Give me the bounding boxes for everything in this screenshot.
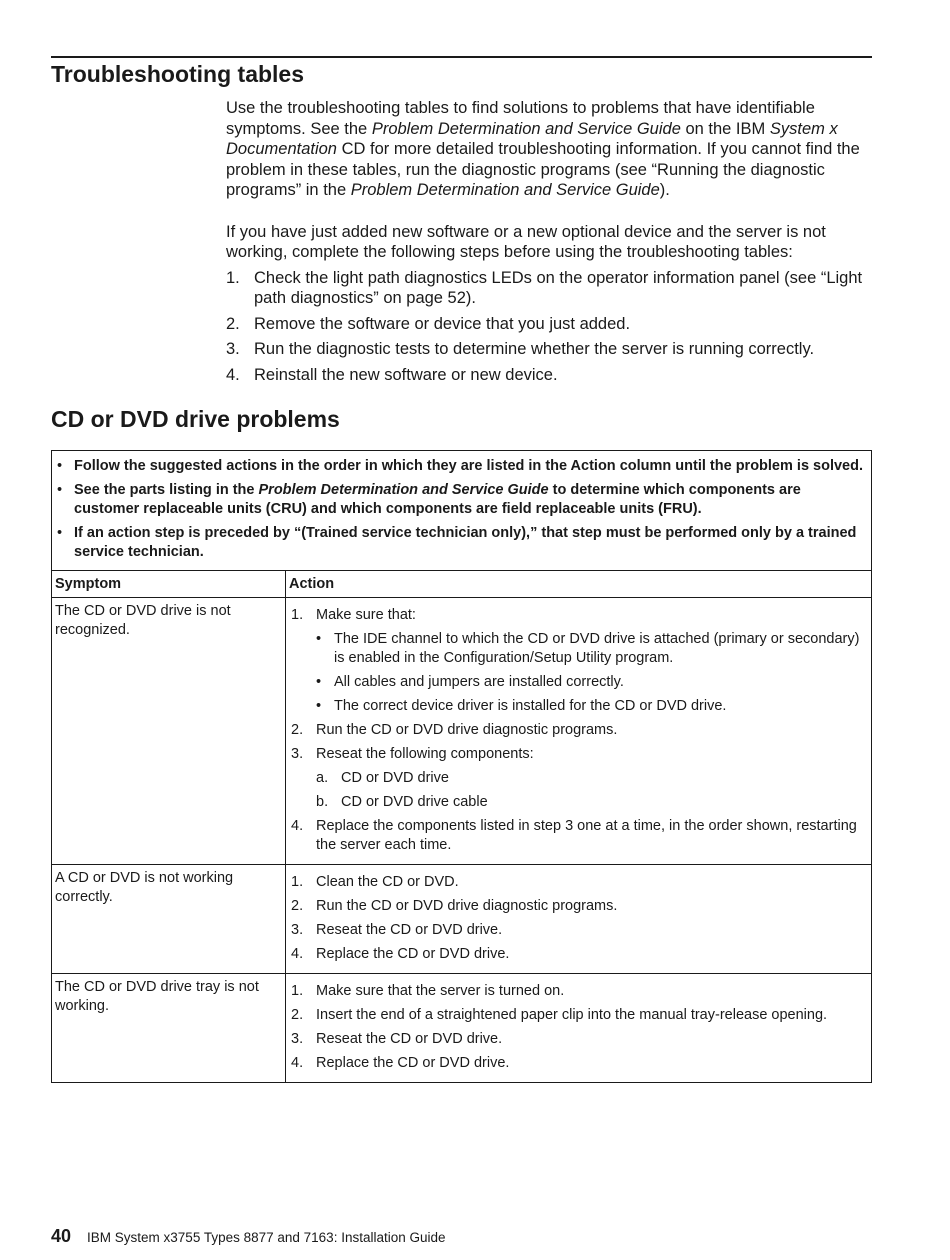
action-text: Reseat the following components: bbox=[316, 746, 534, 762]
action-item bbox=[291, 945, 865, 964]
intro-text: ). bbox=[659, 181, 670, 199]
action-text: Replace the CD or DVD drive. bbox=[316, 1055, 510, 1071]
bullet-icon: • bbox=[57, 525, 63, 541]
intro-text: CD for more detailed troubleshooting information. If you cannot find the problem in these tables, run the diagnostic programs (see “Running the diagnostic programs” in the bbox=[226, 140, 860, 199]
footer-text: IBM System x3755 Types 8877 and 7163: Installation Guide bbox=[87, 1230, 446, 1245]
action-text: Run the CD or DVD drive diagnostic programs. bbox=[316, 898, 618, 914]
step-item bbox=[226, 268, 871, 309]
action-item bbox=[291, 745, 865, 812]
step-item bbox=[226, 339, 871, 360]
sub-item bbox=[316, 697, 865, 716]
step-text: Reinstall the new software or new device. bbox=[254, 365, 558, 384]
bullet-icon: • bbox=[316, 631, 322, 647]
bullet-icon: • bbox=[57, 482, 63, 498]
note-item bbox=[55, 457, 865, 476]
action-text: Make sure that: bbox=[316, 607, 416, 623]
notes-list bbox=[55, 457, 865, 562]
action-number: 3. bbox=[291, 922, 304, 938]
step-text: Remove the software or device that you just added. bbox=[254, 314, 631, 333]
action-number: 4. bbox=[291, 818, 304, 834]
note-item bbox=[55, 524, 865, 562]
page-footer bbox=[51, 1226, 446, 1248]
action-number: 3. bbox=[291, 746, 304, 762]
action-number: 2. bbox=[291, 1007, 304, 1023]
note-text: If an action step is preceded by “(Trained service technician only),” that step must be performed only by a trained service technician. bbox=[74, 525, 857, 560]
step-item bbox=[226, 314, 871, 335]
action-number: 3. bbox=[291, 1031, 304, 1047]
step-number: 3. bbox=[226, 340, 240, 358]
action-list bbox=[291, 606, 865, 855]
italic-title: Problem Determination and Service Guide bbox=[371, 119, 681, 138]
table-header-row bbox=[52, 571, 872, 598]
action-cell bbox=[286, 598, 872, 865]
action-text: Replace the components listed in step 3 one at a time, in the order shown, restarting the server each time. bbox=[316, 818, 857, 853]
step-item bbox=[226, 365, 871, 386]
bullet-icon: • bbox=[57, 458, 63, 474]
top-rule bbox=[51, 56, 872, 58]
action-item bbox=[291, 1054, 865, 1073]
sub-item-letter: a. bbox=[316, 770, 329, 786]
intro-text: Use the troubleshooting tables to find solutions to problems that have identifiable symptoms. See the bbox=[226, 99, 815, 138]
table-row bbox=[52, 865, 872, 974]
section-title: CD or DVD drive problems bbox=[51, 406, 340, 432]
table-row bbox=[52, 598, 872, 865]
action-item bbox=[291, 921, 865, 940]
action-number: 1. bbox=[291, 874, 304, 890]
sub-item bbox=[316, 630, 865, 668]
sub-item bbox=[316, 769, 865, 788]
symptom-cell: The CD or DVD drive is not recognized. bbox=[52, 598, 286, 865]
note-text: to determine which components are customer replaceable units (CRU) and which components are field replaceable units (FRU). bbox=[74, 482, 801, 517]
action-cell bbox=[286, 865, 872, 974]
column-header-symptom: Symptom bbox=[52, 571, 286, 598]
action-text: Insert the end of a straightened paper clip into the manual tray-release opening. bbox=[316, 1007, 828, 1023]
note-text: Follow the suggested actions in the order in which they are listed in the Action column until the problem is solved. bbox=[74, 458, 864, 474]
action-item bbox=[291, 982, 865, 1001]
action-number: 1. bbox=[291, 607, 304, 623]
bullet-icon: • bbox=[316, 674, 322, 690]
action-list bbox=[291, 873, 865, 964]
action-sublist bbox=[316, 630, 865, 716]
page-number: 40 bbox=[51, 1226, 72, 1246]
note-text: See the parts listing in the bbox=[74, 482, 259, 498]
table-notes-row bbox=[52, 451, 872, 571]
action-text: Make sure that the server is turned on. bbox=[316, 983, 565, 999]
action-text: Run the CD or DVD drive diagnostic programs. bbox=[316, 722, 618, 738]
note-item bbox=[55, 481, 865, 519]
symptom-cell: The CD or DVD drive tray is not working. bbox=[52, 974, 286, 1083]
bullet-icon: • bbox=[316, 698, 322, 714]
note-guide-title: Problem Determination and Service Guide bbox=[258, 482, 549, 498]
action-item bbox=[291, 721, 865, 740]
action-item bbox=[291, 897, 865, 916]
sub-item-letter: b. bbox=[316, 794, 329, 810]
action-item bbox=[291, 1030, 865, 1049]
action-list bbox=[291, 982, 865, 1073]
step-text: Check the light path diagnostics LEDs on the operator information panel (see “Light path diagnostics” on page 52). bbox=[254, 268, 863, 307]
action-number: 4. bbox=[291, 946, 304, 962]
symptom-cell: A CD or DVD is not working correctly. bbox=[52, 865, 286, 974]
troubleshooting-table bbox=[51, 450, 872, 1083]
steps-list bbox=[226, 268, 871, 386]
sub-item-text: All cables and jumpers are installed correctly. bbox=[334, 674, 624, 690]
action-item bbox=[291, 817, 865, 855]
action-cell bbox=[286, 974, 872, 1083]
italic-title: System x Documentation bbox=[226, 119, 838, 158]
action-item bbox=[291, 606, 865, 716]
intro-text: on the IBM bbox=[680, 119, 770, 138]
action-sublist bbox=[316, 769, 865, 812]
step-text: Run the diagnostic tests to determine whether the server is running correctly. bbox=[254, 340, 815, 358]
action-item bbox=[291, 873, 865, 892]
sub-item-text: CD or DVD drive bbox=[341, 770, 449, 786]
table-row bbox=[52, 974, 872, 1083]
page-title: Troubleshooting tables bbox=[51, 61, 305, 87]
intro-paragraph-2: If you have just added new software or a new optional device and the server is not working, complete the following steps before using the troubleshooting tables: bbox=[226, 222, 826, 261]
intro-section bbox=[226, 98, 871, 390]
table-notes-cell bbox=[52, 451, 872, 571]
step-number: 2. bbox=[226, 314, 240, 333]
sub-item-text: The correct device driver is installed for the CD or DVD drive. bbox=[334, 698, 727, 714]
step-number: 1. bbox=[226, 268, 240, 287]
action-number: 1. bbox=[291, 983, 304, 999]
action-text: Clean the CD or DVD. bbox=[316, 874, 459, 890]
action-number: 2. bbox=[291, 722, 304, 738]
action-text: Reseat the CD or DVD drive. bbox=[316, 1031, 503, 1047]
action-text: Replace the CD or DVD drive. bbox=[316, 946, 510, 962]
sub-item-text: The IDE channel to which the CD or DVD drive is attached (primary or secondary) is enabled in the Configuration/Setup Utility program. bbox=[334, 631, 860, 666]
action-number: 2. bbox=[291, 898, 304, 914]
action-item bbox=[291, 1006, 865, 1025]
step-number: 4. bbox=[226, 365, 240, 384]
italic-title: Problem Determination and Service Guide bbox=[350, 181, 660, 199]
sub-item bbox=[316, 673, 865, 692]
sub-item-text: CD or DVD drive cable bbox=[341, 794, 488, 810]
sub-item bbox=[316, 793, 865, 812]
action-text: Reseat the CD or DVD drive. bbox=[316, 922, 503, 938]
column-header-action: Action bbox=[286, 571, 872, 598]
action-number: 4. bbox=[291, 1055, 304, 1071]
intro-paragraph bbox=[226, 98, 871, 201]
